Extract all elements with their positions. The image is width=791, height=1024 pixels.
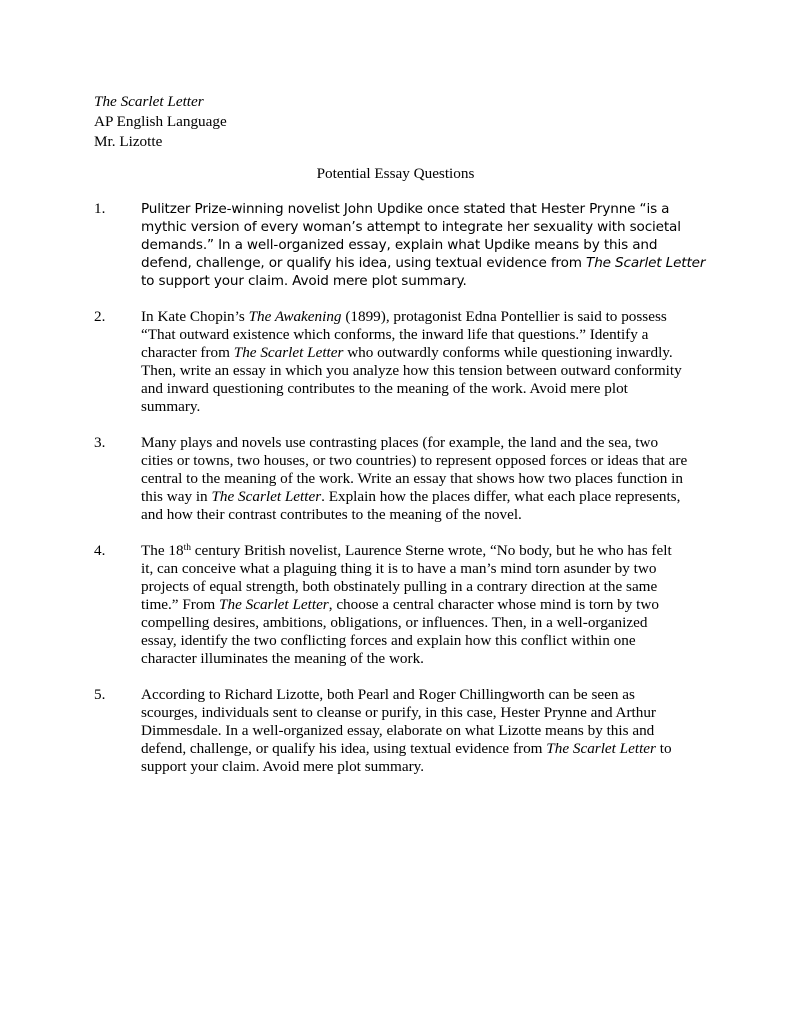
question-number: 5. [94,686,106,703]
question-number: 2. [94,308,106,325]
question-line [141,578,704,596]
question-line [141,488,704,506]
question-line [141,362,704,380]
text-run: In Kate Chopin’s [141,308,249,325]
question-2 [94,308,704,416]
question-text [141,200,704,290]
text-run: to [655,740,672,757]
text-run: Pulitzer Prize-winning novelist John Updike once stated that Hester Prynne “is a [141,201,670,217]
book-title: The Scarlet Letter [586,255,706,271]
question-line [141,686,704,704]
question-number: 1. [94,200,106,217]
text-run: mythic version of every woman’s attempt to integrate her sexuality with societal [141,219,681,235]
question-line [141,326,704,344]
question-line [141,614,704,632]
question-line [141,200,704,218]
question-line [141,344,704,362]
question-text [141,686,704,776]
text-run: and how their contrast contributes to the meaning of the novel. [141,506,522,523]
question-line [141,722,704,740]
text-run: projects of equal strength, both obstinately pulling in a contrary direction at the same [141,578,658,595]
text-run: compelling desires, ambitions, obligations, or influences. Then, in a well-organized [141,614,648,631]
text-run: this way in [141,488,212,505]
text-run: . Explain how the places differ, what each place represents, [321,488,681,505]
text-run: demands.” In a well-organized essay, explain what Updike means by this and [141,237,658,253]
question-line [141,704,704,722]
book-title: The Awakening [248,308,342,325]
book-title: The Scarlet Letter [233,344,344,361]
question-text [141,308,704,416]
question-line [141,740,704,758]
book-title: The Scarlet Letter [546,740,656,757]
text-run: Many plays and novels use contrasting places (for example, the land and the sea, two [141,434,659,451]
question-line [141,632,704,650]
text-run: who outwardly conforms while questioning inwardly. [343,344,673,361]
text-run: century British novelist, Laurence Sterne wrote, “No body, but he who has felt [191,542,672,559]
text-run: to support your claim. Avoid mere plot summary. [141,273,467,289]
text-run: scourges, individuals sent to cleanse or purify, in this case, Hester Prynne and Arthur [141,704,656,721]
question-line [141,308,704,326]
question-line [141,596,704,614]
question-4 [94,542,704,668]
question-line [141,560,704,578]
question-line [141,272,704,290]
ordinal-superscript: th [183,543,191,553]
book-title: The Scarlet Letter [211,488,322,505]
course-title: The Scarlet Letter [94,93,204,110]
question-3 [94,434,704,524]
text-run: , choose a central character whose mind is torn by two [328,596,659,613]
text-run: Dimmesdale. In a well-organized essay, elaborate on what Lizotte means by this and [141,722,655,739]
question-line [141,236,704,254]
text-run: character illuminates the meaning of the work. [141,650,424,667]
question-line [141,452,704,470]
text-run: According to Richard Lizotte, both Pearl and Roger Chillingworth can be seen as [141,686,635,703]
question-line [141,650,704,668]
text-run: time.” From [141,596,220,613]
question-text [141,434,704,524]
course-name: AP English Language [94,113,227,130]
question-number: 3. [94,434,106,451]
question-line [141,758,704,776]
question-line [141,380,704,398]
text-run: support your claim. Avoid mere plot summary. [141,758,425,775]
question-line [141,254,704,272]
question-line [141,218,704,236]
text-run: it, can conceive what a plaguing thing it is to have a man’s mind torn asunder by two [141,560,657,577]
question-1 [94,200,704,290]
text-run: defend, challenge, or qualify his idea, using textual evidence from [141,740,547,757]
question-text [141,542,704,668]
text-run: character from [141,344,234,361]
text-run: Then, write an essay in which you analyze how this tension between outward conformity [141,362,682,379]
text-run: The 18 [141,542,184,559]
question-line [141,542,704,560]
page-title: Potential Essay Questions [316,165,475,182]
teacher-name: Mr. Lizotte [94,133,163,150]
document-header [94,92,227,152]
text-run: central to the meaning of the work. Write an essay that shows how two places function in [141,470,683,487]
text-run: essay, identify the two conflicting forces and explain how this conflict within one [141,632,636,649]
question-line [141,398,704,416]
book-title: The Scarlet Letter [219,596,329,613]
text-run: defend, challenge, or qualify his idea, using textual evidence from [141,255,587,271]
text-run: (1899), protagonist Edna Pontellier is said to possess [341,308,667,325]
text-run: summary. [141,398,201,415]
text-run: “That outward existence which conforms, the inward life that questions.” Identify a [141,326,649,343]
text-run: and inward questioning contributes to the meaning of the work. Avoid mere plot [141,380,628,397]
question-number: 4. [94,542,106,559]
question-5 [94,686,704,776]
question-line [141,470,704,488]
text-run: cities or towns, two houses, or two countries) to represent opposed forces or ideas that are [141,452,688,469]
question-line [141,434,704,452]
question-line [141,506,704,524]
